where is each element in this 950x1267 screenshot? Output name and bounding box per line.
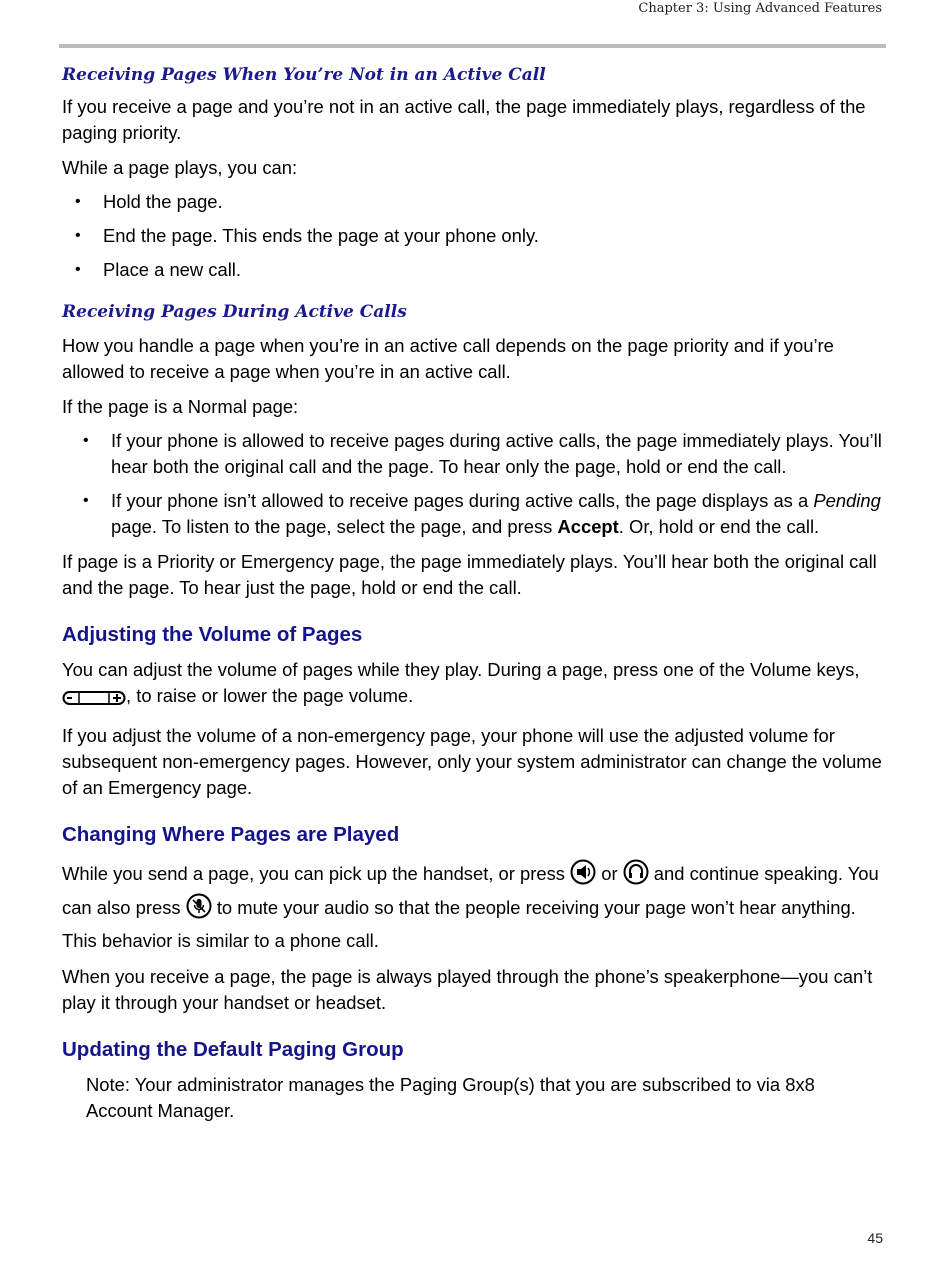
paragraph: While a page plays, you can:: [62, 157, 298, 178]
paragraph: While you send a page, you can pick up the handset, or press or and continue speaking. You can also press to mute your audio so that the people receiving your page won’t hear anything. This behavior is similar to a phone call.: [62, 859, 882, 955]
section-heading-active-calls: Receiving Pages During Active Calls: [62, 302, 407, 322]
paragraph: If you adjust the volume of a non-emergency page, your phone will use the adjusted volume for subsequent non-emergency pages. However, only your system administrator can change the volume of an Emergency page.: [62, 725, 882, 798]
list-item: • If your phone isn’t allowed to receive pages during active calls, the page displays as a Pending page. To listen to the page, select the page, and press Accept. Or, hold or end the call.: [83, 490, 881, 537]
headset-icon: [623, 859, 649, 893]
header-divider: [59, 44, 886, 48]
speaker-icon: [570, 859, 596, 893]
page-number: 45: [867, 1230, 883, 1246]
section-heading-not-active: Receiving Pages When You’re Not in an Active Call: [62, 65, 546, 85]
section-heading-volume: Adjusting the Volume of Pages: [62, 623, 363, 646]
bullet-list: [62, 189, 882, 283]
chapter-header: Chapter 3: Using Advanced Features: [638, 1, 882, 16]
paragraph: If you receive a page and you’re not in an active call, the page immediately plays, regardless of the paging priority.: [62, 96, 866, 143]
bullet-list: [62, 428, 882, 540]
note-paragraph: Note: Your administrator manages the Paging Group(s) that you are subscribed to via 8x8 Account Manager.: [86, 1074, 815, 1121]
list-item: • Place a new call.: [75, 259, 242, 280]
volume-keys-icon: [62, 688, 126, 714]
paragraph: When you receive a page, the page is always played through the phone’s speakerphone—you can’t play it through your handset or headset.: [62, 966, 873, 1013]
paragraph: How you handle a page when you’re in an active call depends on the page priority and if you’re allowed to receive a page when you’re in an active call.: [62, 335, 834, 382]
list-item: • Hold the page.: [75, 191, 223, 212]
paragraph: You can adjust the volume of pages while they play. During a page, press one of the Volume keys, , to raise or lower the page volume.: [62, 657, 882, 714]
document-body: [62, 62, 882, 1124]
section-heading-where-played: Changing Where Pages are Played: [62, 823, 400, 846]
paragraph: If page is a Priority or Emergency page, the page immediately plays. You’ll hear both the original call and the page. To hear just the page, hold or end the call.: [62, 551, 877, 598]
list-item: • End the page. This ends the page at your phone only.: [75, 225, 539, 246]
section-heading-default-group: Updating the Default Paging Group: [62, 1038, 404, 1061]
list-item: • If your phone is allowed to receive pages during active calls, the page immediately plays. You’ll hear both the original call and the page. To hear only the page, hold or end the call.: [83, 430, 882, 477]
paragraph: If the page is a Normal page:: [62, 396, 299, 417]
mute-icon: [186, 893, 212, 927]
